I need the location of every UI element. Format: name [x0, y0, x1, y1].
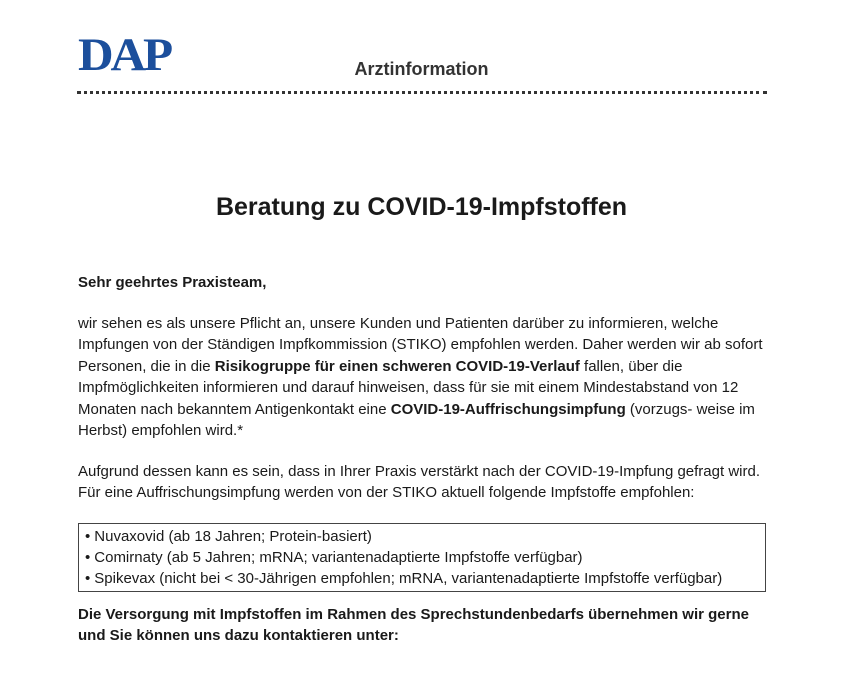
document-title: Beratung zu COVID-19-Impfstoffen — [215, 193, 628, 221]
vaccine-item-label: Spikevax (nicht bei < 30-Jährigen empfohlen; mRNA, variantenadaptierte Impfstoffe verfügbar) — [94, 569, 723, 587]
letter-body — [78, 272, 768, 647]
paragraph-2: Aufgrund dessen kann es sein, dass in Ihrer Praxis verstärkt nach der COVID-19-Impfung gefragt wird. Für eine Auffrischungsimpfung werden von der STIKO aktuell folgende Impfstoffe empfohlen: — [78, 462, 760, 501]
vaccine-item — [85, 547, 759, 568]
header-title: Arztinformation — [354, 59, 489, 79]
paragraph-1-bold-booster: COVID-19-Auffrischungsimpfung — [390, 400, 626, 418]
dap-logo: DAP — [78, 29, 170, 81]
vaccine-item-label: Nuvaxovid (ab 18 Jahren; Protein-basiert) — [94, 527, 372, 545]
dotted-divider — [77, 91, 767, 94]
greeting: Sehr geehrtes Praxisteam, — [78, 274, 267, 291]
vaccine-list-box — [78, 523, 766, 592]
bullet-icon: • — [85, 548, 91, 566]
bullet-icon: • — [85, 527, 91, 545]
paragraph-1-text-b: fallen, über die Impfmöglichkeiten informieren und darauf hinweisen, dass für sie mit einem Mindestabstand von 12 Monaten nach bekanntem Antigenkontakt eine — [78, 357, 739, 418]
vaccine-item-label: Comirnaty (ab 5 Jahren; mRNA; variantenadaptierte Impfstoffe verfügbar) — [94, 548, 583, 566]
paragraph-1 — [78, 313, 768, 442]
paragraph-1-text-c: (vorzugs- weise im Herbst) empfohlen wird.* — [78, 400, 755, 439]
vaccine-list — [85, 526, 759, 589]
paragraph-1-text-a: wir sehen es als unsere Pflicht an, unsere Kunden und Patienten darüber zu informieren, welche Impfungen von der Ständigen Impfkommission (STIKO) empfohlen werden. Daher werden wir ab sofort Personen, die in die — [78, 314, 763, 375]
vaccine-item — [85, 526, 759, 547]
vaccine-item — [85, 568, 759, 589]
paragraph-1-bold-risk-group: Risikogruppe für einen schweren COVID-19-Verlauf — [214, 357, 580, 375]
closing-paragraph: Die Versorgung mit Impfstoffen im Rahmen des Sprechstundenbedarfs übernehmen wir gerne und Sie können uns dazu kontaktieren unter: — [78, 605, 749, 644]
bullet-icon: • — [85, 569, 91, 587]
